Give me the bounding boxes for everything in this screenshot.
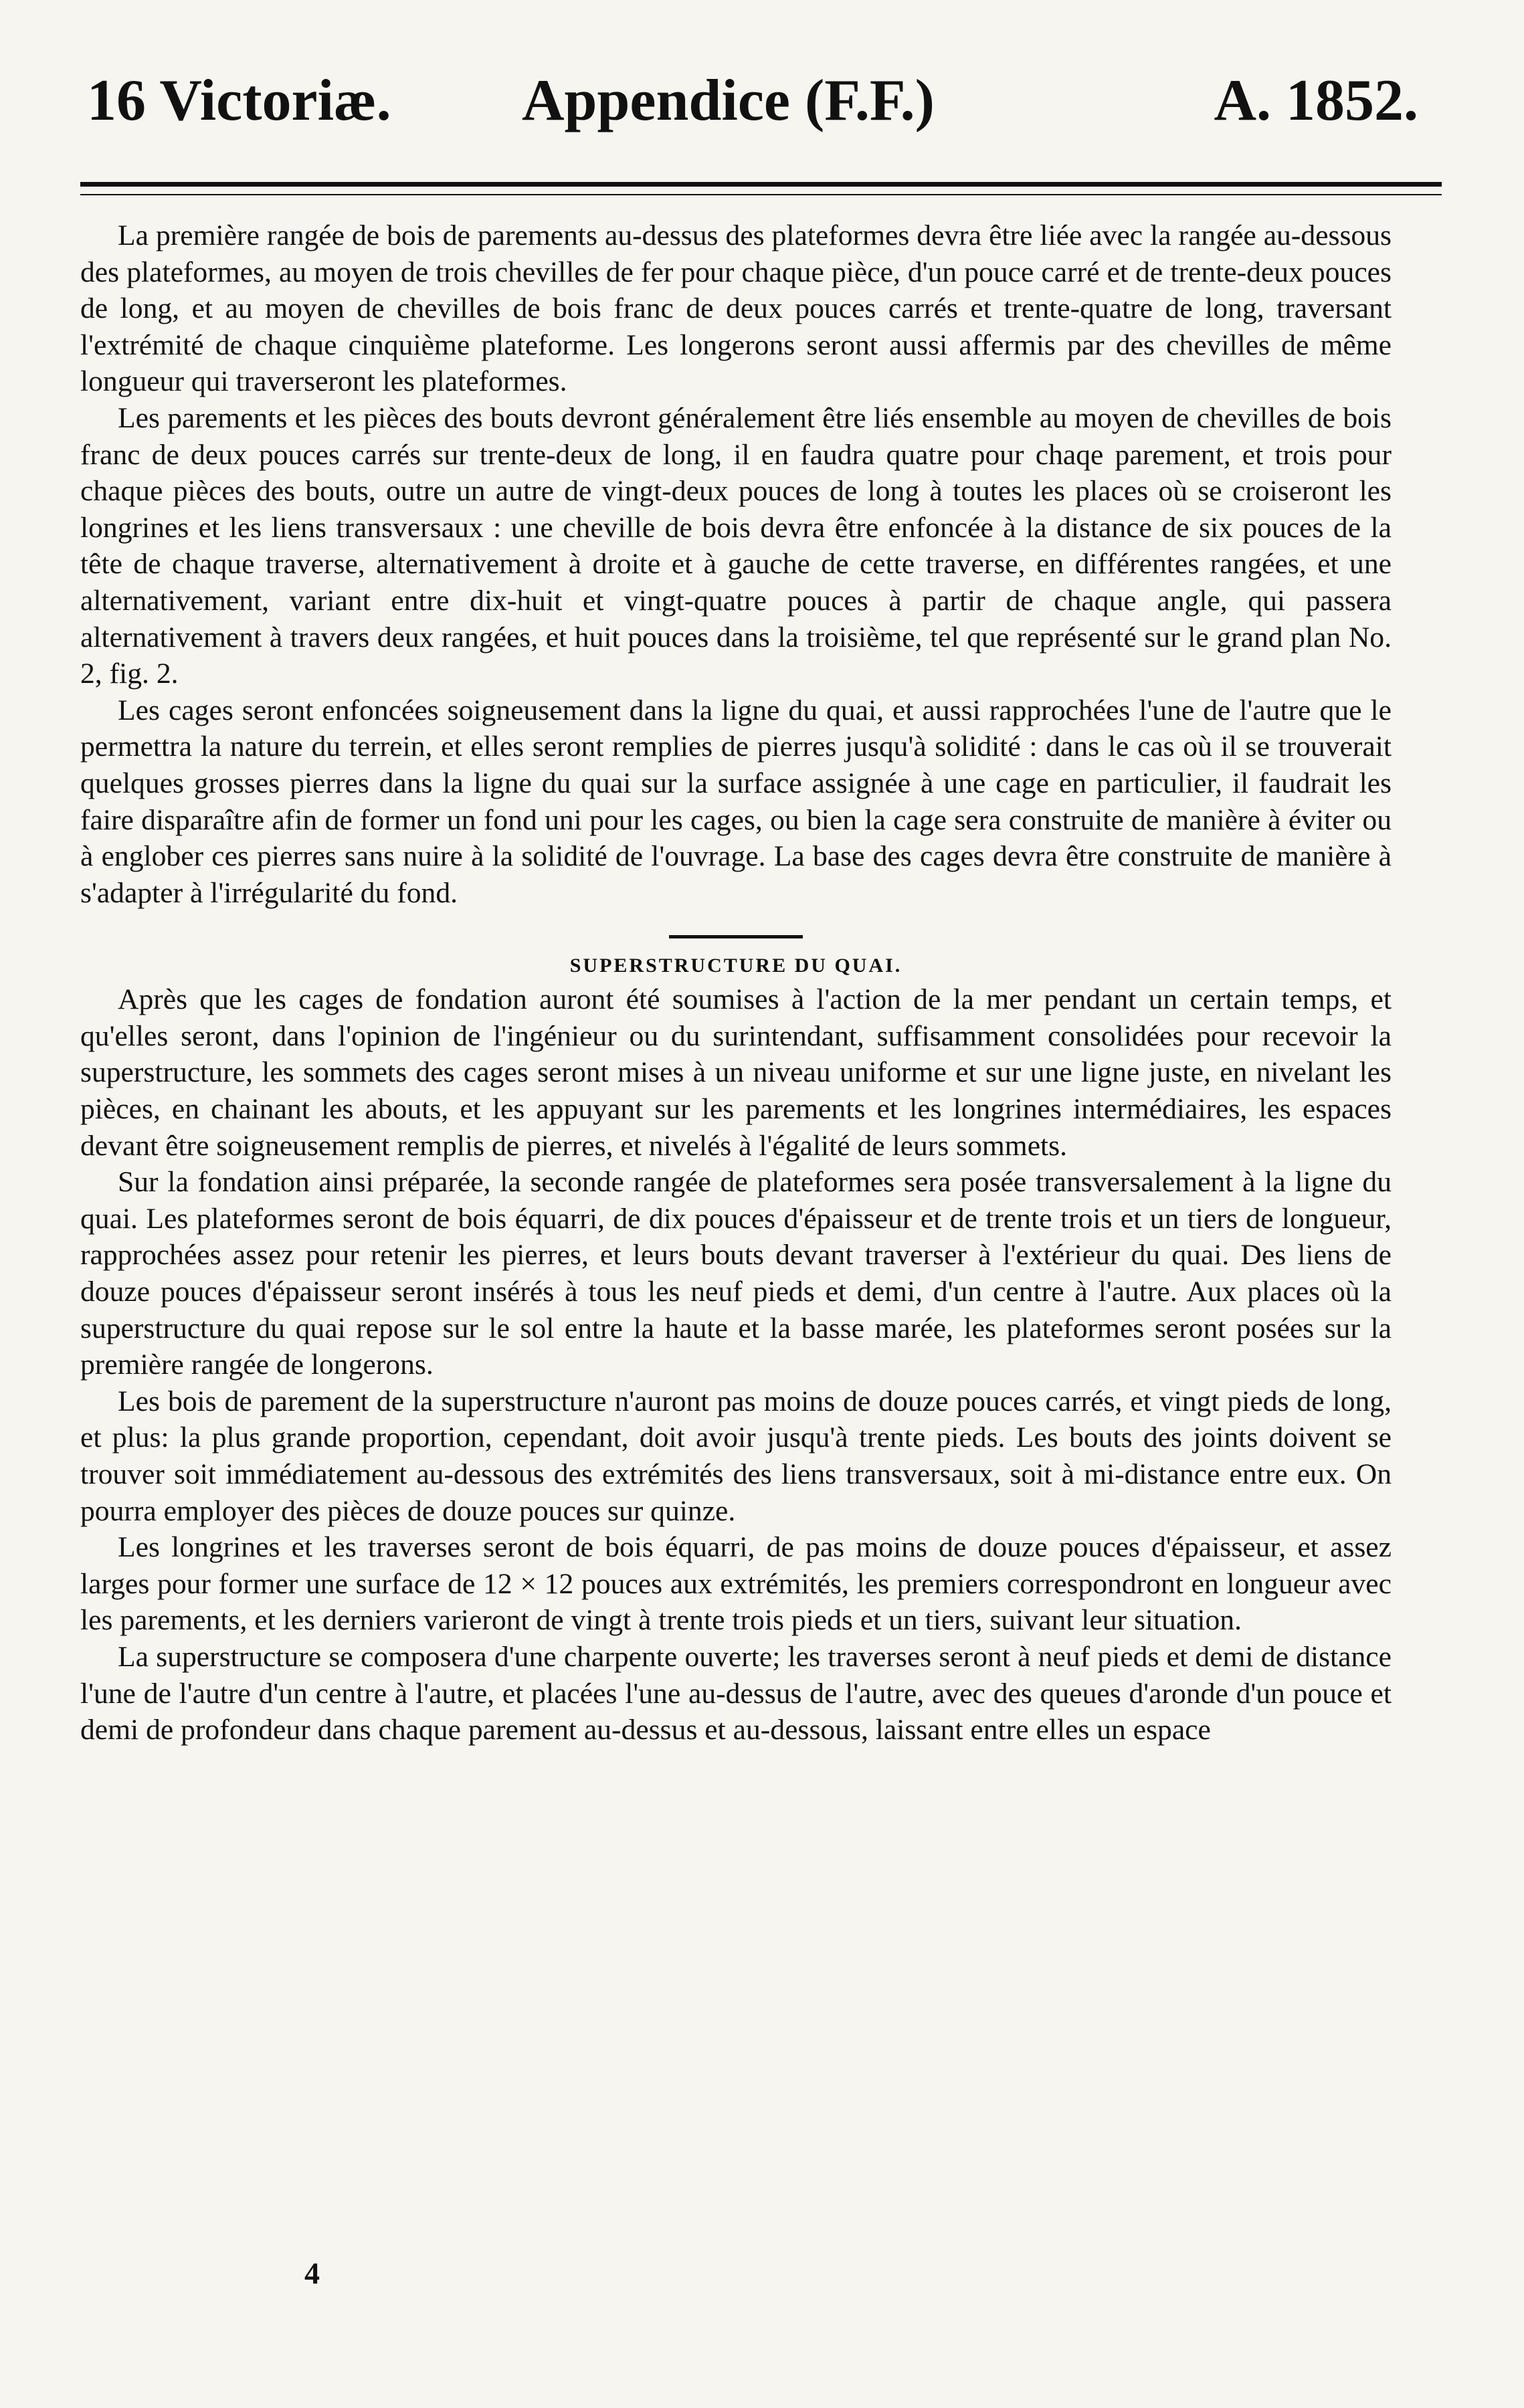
page-number: 4 [304,2256,320,2290]
paragraph: Après que les cages de fondation auront été soumises à l'action de la mer pendant un certain temps, et qu'elles seront, dans l'opinion de l'ingénieur ou du surintendant, suffisamment consolidées pour recevoir la superstructure, les sommets des cages seront mises à un niveau uniforme et sur une ligne juste, en nivelant les pièces, en chainant les abouts, et les appuyant sur les parements et les longrines intermédiaires, les espaces devant être soigneusement remplis de pierres, et nivelés à l'égalité de leurs sommets. [80,983,1392,1162]
paragraph: La première rangée de bois de parements au-dessus des plateformes devra être liée avec la rangée au-dessous des plateformes, au moyen de trois chevilles de fer pour chaque pièce, d'un pouce carré et de trente-deux pouces de long, et au moyen de chevilles de bois franc de deux pouces carrés et trente-quatre de long, traversant l'extrémité de chaque cinquième plateforme. Les longerons seront aussi affermis par des chevilles de même longueur qui traverseront les plateformes. [80,219,1392,398]
running-header [87,60,1418,140]
section-divider [669,935,803,938]
paragraph: Les bois de parement de la superstructure n'auront pas moins de douze pouces carrés, et vingt pieds de long, et plus: la plus grande proportion, cependant, doit avoir jusqu'à trente pieds. Les bouts des joints doivent se trouver soit immédiatement au-dessous des extrémités des liens transversaux, soit à mi-distance entre eux. On pourra employer des pièces de douze pouces sur quinze. [80,1385,1392,1527]
header-appendix: Appendice (F.F.) [522,68,935,133]
header-session: 16 Victoriæ. [87,68,391,133]
section-heading: SUPERSTRUCTURE DU QUAI. [569,955,902,977]
header-rule-thin [80,194,1442,195]
paragraph: Sur la fondation ainsi préparée, la seconde rangée de plateformes sera posée transversalement à la ligne du quai. Les plateformes seront de bois équarri, de dix pouces d'épaisseur et de trente trois et un tiers de longueur, rapprochées assez pour retenir les pierres, et leurs bouts devant traverser à l'extérieur du quai. Des liens de douze pouces d'épaisseur seront insérés à tous les neuf pieds et demi, d'un centre à l'autre. Aux places où la superstructure du quai repose sur le sol entre la haute et la basse marée, les plateformes seront posées sur la première rangée de longerons. [80,1166,1392,1381]
paragraph: Les longrines et les traverses seront de bois équarri, de pas moins de douze pouces d'épaisseur, et assez larges pour former une surface de 12 × 12 pouces aux extrémités, les premiers correspondront en longueur avec les parements, et les derniers varieront de vingt à trente trois pieds et un tiers, suivant leur situation. [80,1531,1392,1637]
header-year: A. 1852. [1214,68,1418,133]
header-rule-thick [80,182,1442,187]
body-text [80,217,1392,1748]
paragraph: La superstructure se composera d'une charpente ouverte; les traverses seront à neuf pieds et demi de distance l'une de l'autre d'un centre à l'autre, et placées l'une au-dessus de l'autre, avec des queues d'aronde d'un pouce et demi de profondeur dans chaque parement au-dessus et au-dessous, laissant entre elles un espace [80,1640,1392,1746]
paragraph: Les parements et les pièces des bouts devront généralement être liés ensemble au moyen de chevilles de bois franc de deux pouces carrés sur trente-deux de long, il en faudra quatre pour chaqe parement, et trois pour chaque pièces des bouts, outre un autre de vingt-deux pouces de long à toutes les places où se croiseront les longrines et les liens transversaux : une cheville de bois devra être enfoncée à la distance de six pouces de la tête de chaque traverse, alternativement à droite et à gauche de cette traverse, en différentes rangées, et une alternativement, variant entre dix-huit et vingt-quatre pouces à partir de chaque angle, qui passera alternativement à travers deux rangées, et huit pouces dans la troisième, tel que représenté sur le grand plan No. 2, fig. 2. [80,401,1392,690]
paragraph: Les cages seront enfoncées soigneusement dans la ligne du quai, et aussi rapprochées l'une de l'autre que le permettra la nature du terrein, et elles seront remplies de pierres jusqu'à solidité : dans le cas où il se trouverait quelques grosses pierres dans la ligne du quai sur la surface assignée à une cage en particulier, il faudrait les faire disparaître afin de former un fond uni pour les cages, ou bien la cage sera construite de manière à éviter ou à englober ces pierres sans nuire à la solidité de l'ouvrage. La base des cages devra être construite de manière à s'adapter à l'irrégularité du fond. [80,694,1392,909]
